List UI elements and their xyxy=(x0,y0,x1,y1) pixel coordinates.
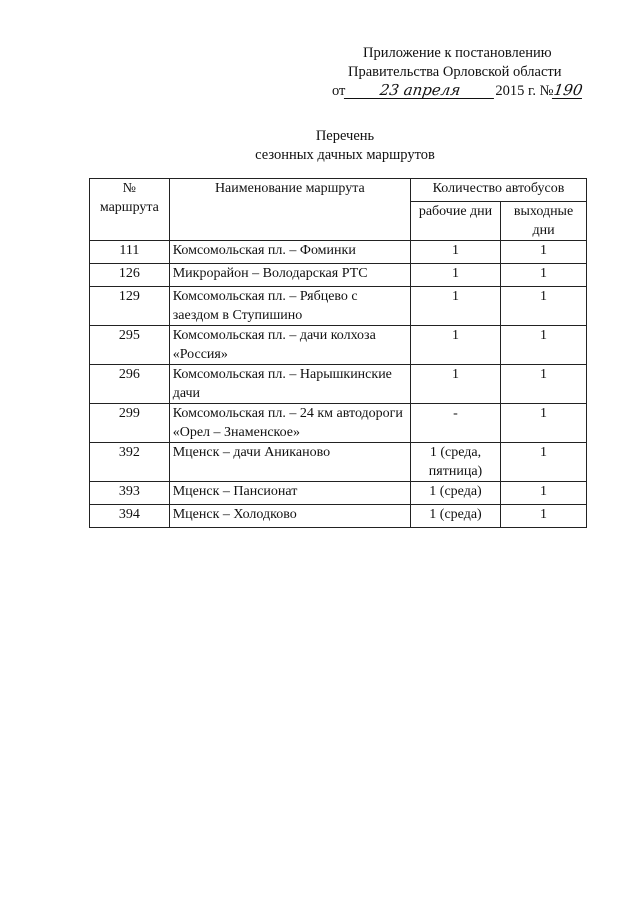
route-number: 111 xyxy=(90,241,170,264)
route-name: Комсомольская пл. – 24 км автодороги «Орел – Знаменское» xyxy=(169,404,410,443)
workdays-count: 1 xyxy=(410,326,500,365)
route-number: 129 xyxy=(90,287,170,326)
workdays-count: 1 xyxy=(410,241,500,264)
table-row xyxy=(90,264,587,287)
table-row xyxy=(90,505,587,528)
ot-label: от xyxy=(332,83,346,99)
document-title xyxy=(0,127,640,165)
issuing-authority: Правительства Орловской области xyxy=(348,64,562,80)
header-workdays: рабочие дни xyxy=(410,202,500,241)
title-line1: Перечень xyxy=(315,128,375,144)
route-number: 299 xyxy=(90,404,170,443)
route-number: 126 xyxy=(90,264,170,287)
workdays-count: 1 xyxy=(410,287,500,326)
table-row xyxy=(90,326,587,365)
table-row xyxy=(90,287,587,326)
route-name: Комсомольская пл. – дачи колхоза «Россия» xyxy=(169,326,410,365)
workdays-count: 1 (среда) xyxy=(410,482,500,505)
title-line2: сезонных дачных маршрутов xyxy=(255,147,435,163)
decree-date-line xyxy=(332,82,592,101)
weekends-count: 1 xyxy=(501,264,587,287)
workdays-count: 1 xyxy=(410,264,500,287)
table-row xyxy=(90,241,587,264)
appendix-title: Приложение к постановлению xyxy=(363,45,552,61)
header-weekends: выходные дни xyxy=(501,202,587,241)
header-route-name: Наименование маршрута xyxy=(169,179,410,241)
table-row xyxy=(90,365,587,404)
route-name: Мценск – дачи Аниканово xyxy=(169,443,410,482)
table-row xyxy=(90,404,587,443)
weekends-count: 1 xyxy=(501,443,587,482)
weekends-count: 1 xyxy=(501,365,587,404)
header-route-number: № маршрута xyxy=(90,179,170,241)
route-number: 392 xyxy=(90,443,170,482)
workdays-count: 1 (среда) xyxy=(410,505,500,528)
workdays-count: - xyxy=(410,404,500,443)
route-name: Комсомольская пл. – Фоминки xyxy=(169,241,410,264)
handwritten-date: 23 апреля xyxy=(344,83,496,99)
table-row xyxy=(90,443,587,482)
year-label: 2015 г. № xyxy=(495,83,554,99)
route-number: 394 xyxy=(90,505,170,528)
weekends-count: 1 xyxy=(501,326,587,365)
route-name: Комсомольская пл. – Рябцево с заездом в Ступишино xyxy=(169,287,410,326)
weekends-count: 1 xyxy=(501,404,587,443)
weekends-count: 1 xyxy=(501,505,587,528)
route-name: Мценск – Холодково xyxy=(169,505,410,528)
route-number: 393 xyxy=(90,482,170,505)
weekends-count: 1 xyxy=(501,287,587,326)
table-row xyxy=(90,482,587,505)
header-bus-count: Количество автобусов xyxy=(410,179,586,202)
route-number: 295 xyxy=(90,326,170,365)
weekends-count: 1 xyxy=(501,241,587,264)
appendix-header xyxy=(332,44,592,101)
route-name: Комсомольская пл. – Нарышкинские дачи xyxy=(169,365,410,404)
route-number: 296 xyxy=(90,365,170,404)
workdays-count: 1 xyxy=(410,365,500,404)
handwritten-number: 190 xyxy=(552,81,585,99)
route-name: Мценск – Пансионат xyxy=(169,482,410,505)
weekends-count: 1 xyxy=(501,482,587,505)
workdays-count: 1 (среда, пятница) xyxy=(410,443,500,482)
routes-table xyxy=(89,178,587,528)
route-name: Микрорайон – Володарская РТС xyxy=(169,264,410,287)
